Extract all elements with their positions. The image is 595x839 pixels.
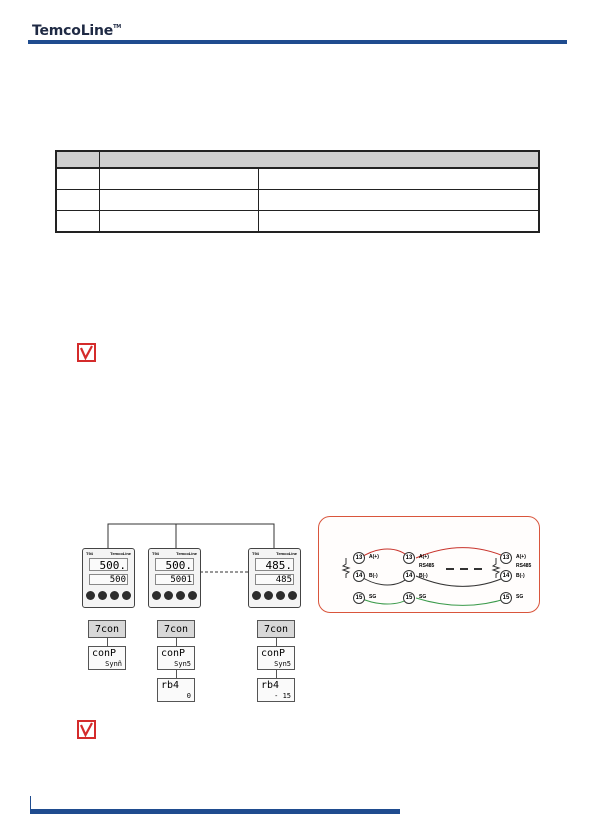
sv-display: 5001 bbox=[155, 574, 194, 585]
pv-display: 485. bbox=[255, 558, 294, 571]
sv-display: 500 bbox=[89, 574, 128, 585]
checkmark-icon bbox=[77, 720, 96, 739]
param-display: conP Syn5 bbox=[157, 646, 195, 670]
label-a: A(+) bbox=[369, 554, 379, 560]
table-cell bbox=[259, 190, 540, 211]
label-a: A(+) bbox=[516, 554, 526, 560]
label-bus: RS485 bbox=[516, 563, 532, 569]
terminal-13: 13 bbox=[353, 552, 365, 564]
terminal-13: 13 bbox=[500, 552, 512, 564]
terminal-14: 14 bbox=[353, 570, 365, 582]
param-display: 7con bbox=[88, 620, 126, 638]
terminal-13: 13 bbox=[403, 552, 415, 564]
sv-display: 485 bbox=[255, 574, 294, 585]
param-display: rb4 - 15 bbox=[257, 678, 295, 702]
key-row bbox=[252, 591, 297, 600]
label-bus: RS485 bbox=[419, 563, 435, 569]
checkmark-icon bbox=[77, 343, 96, 362]
table-cell bbox=[100, 190, 259, 211]
controller-1: T94 TemcoLine 500. 500 bbox=[82, 548, 135, 608]
terminal-15: 15 bbox=[353, 592, 365, 604]
flow-arrow bbox=[107, 638, 108, 646]
table-header-cell bbox=[56, 151, 100, 168]
flow-arrow bbox=[276, 670, 277, 678]
label-b: B(-) bbox=[516, 573, 525, 579]
brand-logo: TemcoLine™ bbox=[32, 23, 122, 39]
label-sg: SG bbox=[516, 594, 524, 600]
terminal-15: 15 bbox=[403, 592, 415, 604]
table-row bbox=[56, 168, 539, 190]
param-display: 7con bbox=[257, 620, 295, 638]
label-sg: SG bbox=[419, 594, 427, 600]
table-row bbox=[56, 211, 539, 233]
table-cell bbox=[56, 168, 100, 190]
header-rule bbox=[28, 40, 567, 44]
table-cell bbox=[56, 190, 100, 211]
table-header-cell bbox=[100, 151, 540, 168]
table-cell bbox=[56, 211, 100, 233]
label-b: B(-) bbox=[369, 573, 378, 579]
terminal-14: 14 bbox=[403, 570, 415, 582]
footer-rule bbox=[30, 809, 400, 814]
label-b: B(-) bbox=[419, 573, 428, 579]
dashed-link bbox=[200, 570, 250, 574]
table-cell bbox=[100, 168, 259, 190]
label-sg: SG bbox=[369, 594, 377, 600]
pv-display: 500. bbox=[89, 558, 128, 571]
table-row bbox=[56, 190, 539, 211]
param-display: rb4 0 bbox=[157, 678, 195, 702]
flow-arrow bbox=[176, 638, 177, 646]
controller-2: T94 TemcoLine 500. 5001 bbox=[148, 548, 201, 608]
param-display: 7con bbox=[157, 620, 195, 638]
table-cell bbox=[259, 168, 540, 190]
flow-arrow bbox=[176, 670, 177, 678]
label-a: A(+) bbox=[419, 554, 429, 560]
table-cell bbox=[100, 211, 259, 233]
flow-arrow bbox=[276, 638, 277, 646]
key-row bbox=[152, 591, 197, 600]
param-display: conP Synñ bbox=[88, 646, 126, 670]
spec-table bbox=[55, 150, 540, 233]
controller-3: T94 TemcoLine 485. 485 bbox=[248, 548, 301, 608]
terminal-15: 15 bbox=[500, 592, 512, 604]
key-row bbox=[86, 591, 131, 600]
pv-display: 500. bbox=[155, 558, 194, 571]
param-display: conP Syn5 bbox=[257, 646, 295, 670]
footer-tick bbox=[30, 796, 31, 810]
table-cell bbox=[259, 211, 540, 233]
terminal-14: 14 bbox=[500, 570, 512, 582]
